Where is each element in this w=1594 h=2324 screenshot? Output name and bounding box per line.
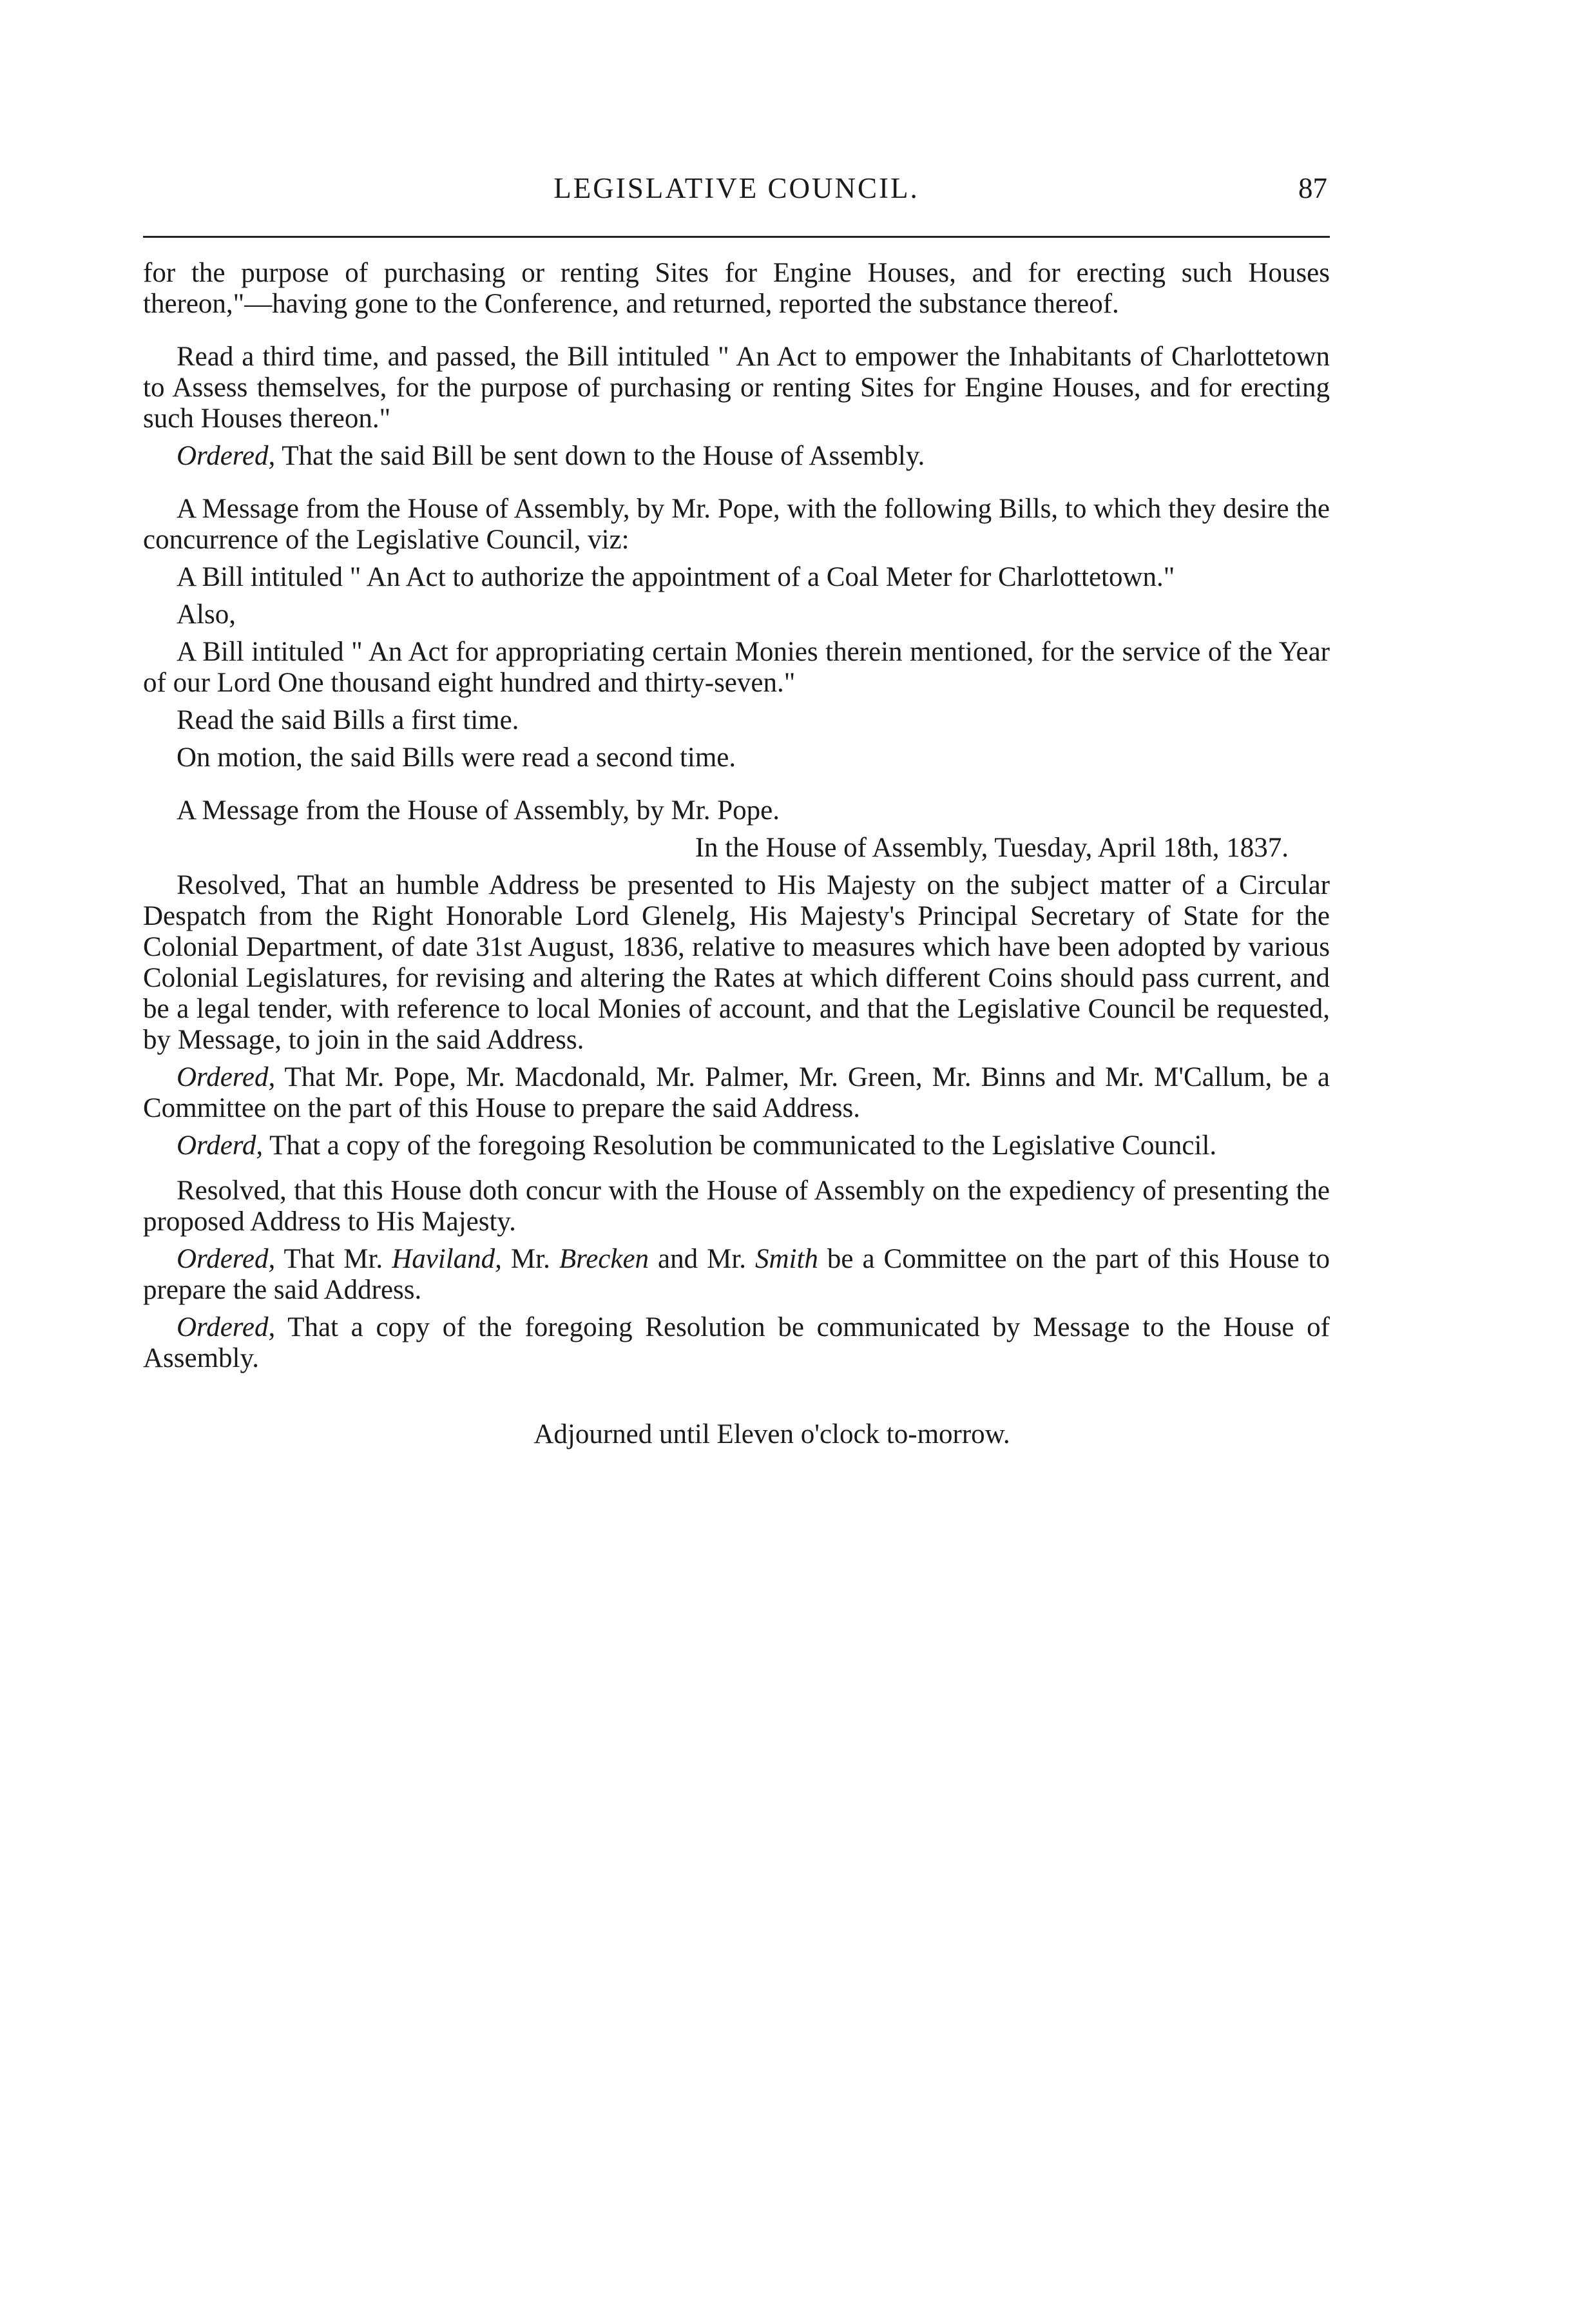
paragraph-third-reading: Read a third time, and passed, the Bill intituled " An Act to empower the Inhabitants of Charlottetown to Assess themselves, for the purpose of purchasing or renting Sites for Engine Houses, and for erecting such Houses thereon." [143, 342, 1330, 434]
paragraph-ordered-sent-down: Ordered, That the said Bill be sent down to the House of Assembly. [177, 441, 925, 471]
body-text [143, 258, 1330, 1464]
paragraph-ordered-copy-assembly: Ordered, That a copy of the foregoing Resolution be communicated by Message to the House of Assembly. [143, 1312, 1330, 1373]
paragraph-ordered-council-committee: Ordered, That Mr. Haviland, Mr. Brecken and Mr. Smith be a Committee on the part of this House to prepare the said Address. [143, 1244, 1330, 1305]
paragraph-second-reading: On motion, the said Bills were read a second time. [177, 742, 736, 773]
header-rule [143, 236, 1330, 238]
paragraph-continuation: for the purpose of purchasing or renting Sites for Engine Houses, and for erecting such Houses thereon,"—having gone to the Conference, and returned, reported the substance thereof. [143, 258, 1330, 319]
paragraph-resolved-concur: Resolved, that this House doth concur with the House of Assembly on the expediency of presenting the proposed Address to His Majesty. [143, 1176, 1330, 1237]
paragraph-also: Also, [177, 599, 236, 630]
paragraph-message-pope: A Message from the House of Assembly, by Mr. Pope. [177, 795, 780, 826]
adjournment-line: Adjourned until Eleven o'clock to-morrow. [533, 1419, 1010, 1449]
paragraph-message-bills: A Message from the House of Assembly, by Mr. Pope, with the following Bills, to which they desire the concurrence of the Legislative Council, viz: [143, 494, 1330, 555]
paragraph-first-reading: Read the said Bills a first time. [177, 705, 519, 735]
paragraph-ordered-copy-council: Orderd, That a copy of the foregoing Resolution be communicated to the Legislative Council. [177, 1130, 1217, 1161]
page-header [143, 169, 1330, 208]
running-title: LEGISLATIVE COUNCIL. [553, 172, 919, 204]
paragraph-bill-coal-meter: A Bill intituled " An Act to authorize the appointment of a Coal Meter for Charlottetown." [177, 562, 1175, 592]
paragraph-resolved-address: Resolved, That an humble Address be presented to His Majesty on the subject matter of a Circular Despatch from the Right Honorable Lord Glenelg, His Majesty's Principal Secretary of State for the Colonial Department, of date 31st August, 1836, relative to measures which have been adopted by various Colonial Legislatures, for revising and altering the Rates at which different Coins should pass current, and be a legal tender, with reference to local Monies of account, and that the Legislative Council be requested, by Message, to join in the said Address. [143, 870, 1330, 1055]
page-number: 87 [1298, 172, 1327, 204]
paragraph-assembly-date: In the House of Assembly, Tuesday, April 18th, 1837. [695, 833, 1289, 863]
paragraph-bill-appropriating: A Bill intituled " An Act for appropriating certain Monies therein mentioned, for the service of the Year of our Lord One thousand eight hundred and thirty-seven." [143, 637, 1330, 698]
paragraph-ordered-committee: Ordered, That Mr. Pope, Mr. Macdonald, Mr. Palmer, Mr. Green, Mr. Binns and Mr. M'Callum, be a Committee on the part of this House to prepare the said Address. [143, 1062, 1330, 1123]
